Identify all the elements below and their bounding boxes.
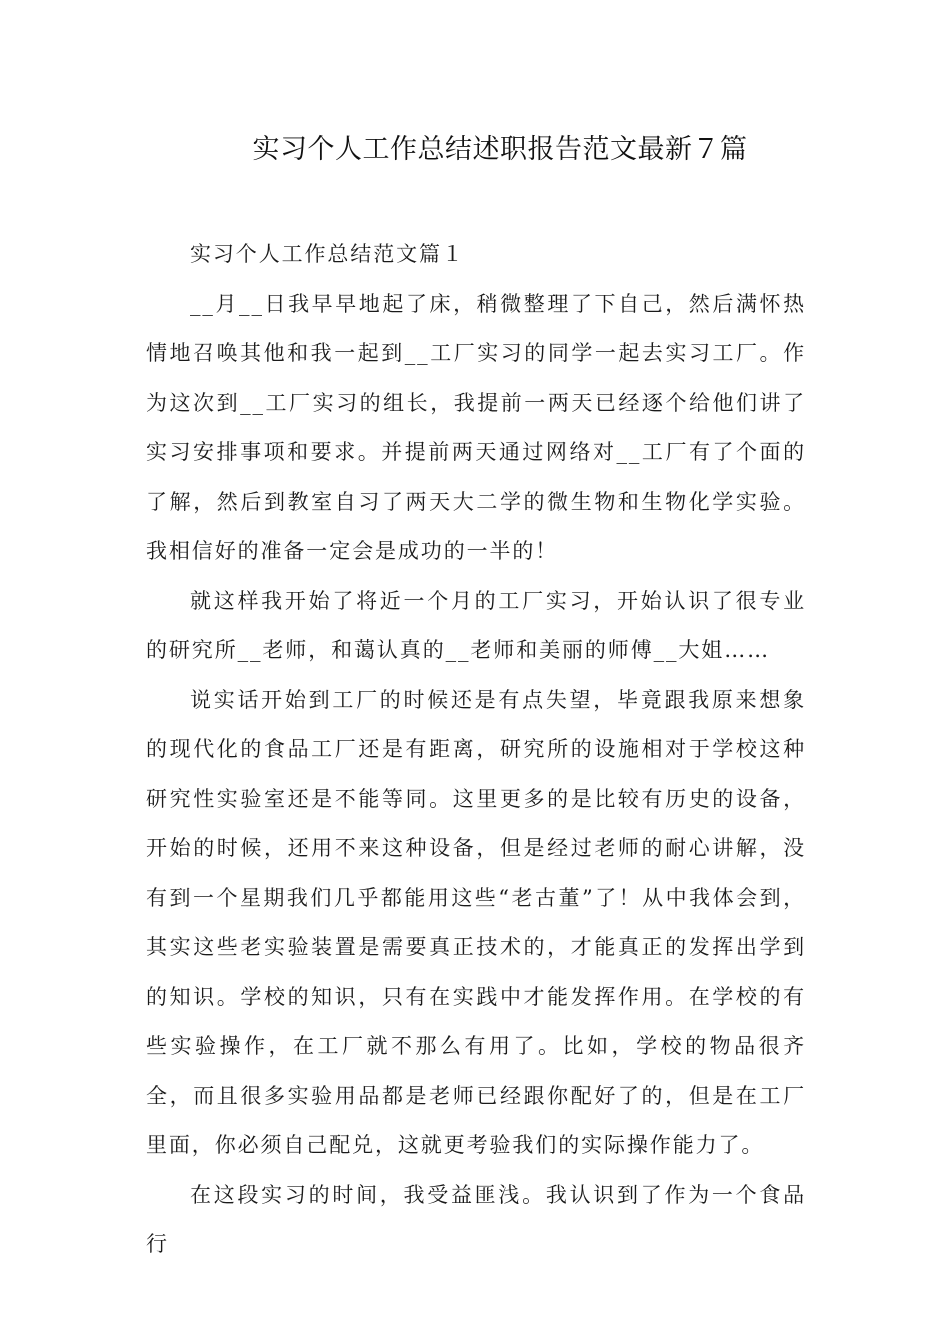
- document-title: 实习个人工作总结述职报告范文最新７篇: [252, 134, 748, 165]
- paragraph-2: 就这样我开始了将近一个月的工厂实习，开始认识了很专业的研究所__老师，和蔼认真的__老师和美丽的师傅__大姐……: [146, 588, 806, 662]
- paragraph-4: 在这段实习的时间，我受益匪浅。我认识到了作为一个食品行: [146, 1182, 806, 1256]
- document-body: [146, 230, 806, 1270]
- section-heading: 实习个人工作总结范文篇１: [190, 242, 465, 266]
- paragraph-1: __月__日我早早地起了床，稍微整理了下自己，然后满怀热情地召唤其他和我一起到__工厂实习的同学一起去实习工厂。作为这次到__工厂实习的组长，我提前一两天已经逐个给他们讲了实习安排事项和要求。并提前两天通过网络对__工厂有了个面的了解，然后到教室自习了两天大二学的微生物和生物化学实验。我相信好的准备一定会是成功的一半的！: [146, 291, 806, 563]
- paragraph-3: 说实话开始到工厂的时候还是有点失望，毕竟跟我原来想象的现代化的食品工厂还是有距离，研究所的设施相对于学校这种研究性实验室还是不能等同。这里更多的是比较有历史的设备，开始的时候，还用不来这种设备，但是经过老师的耐心讲解，没有到一个星期我们几乎都能用这些“老古董”了！从中我体会到，其实这些老实验装置是需要真正技术的，才能真正的发挥出学到的知识。学校的知识，只有在实践中才能发挥作用。在学校的有些实验操作，在工厂就不那么有用了。比如，学校的物品很齐全，而且很多实验用品都是老师已经跟你配好了的，但是在工厂里面，你必须自己配兑，这就更考验我们的实际操作能力了。: [146, 687, 806, 1157]
